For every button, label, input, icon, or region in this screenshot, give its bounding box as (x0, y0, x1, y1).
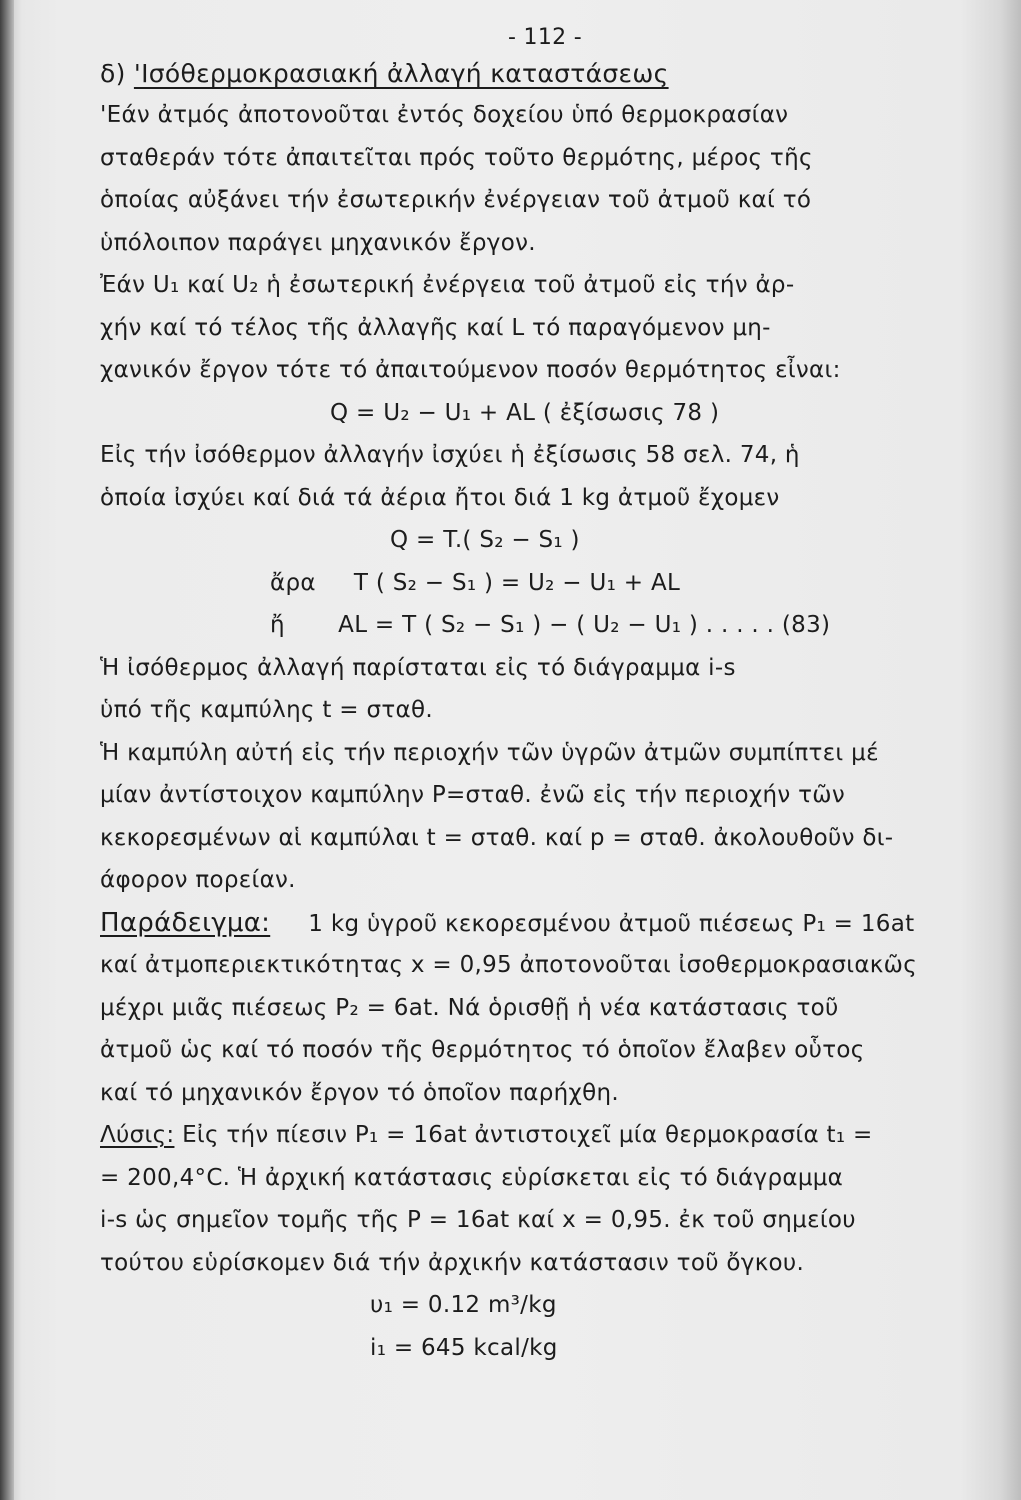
text-line: καί ἀτμοπεριεκτικότητας x = 0,95 ἀποτονοῦται ἰσοθερμοκρασιακῶς (100, 952, 918, 978)
book-binding-edge (0, 0, 14, 1500)
equation-body: T ( S₂ − S₁ ) = U₂ − U₁ + AL (353, 569, 681, 596)
result-enthalpy: i₁ = 645 kcal/kg (370, 1334, 558, 1361)
equation-83 (100, 604, 990, 647)
text-line: κεκορεσμένων αἱ καμπύλαι t = σταθ. καί p = σταθ. ἀκολουθοῦν δι- (100, 824, 894, 851)
text-line: τούτου εὑρίσκομεν διά τήν ἀρχικήν κατάστασιν τοῦ ὄγκου. (100, 1249, 805, 1276)
text-line: χανικόν ἔργον τότε τό ἀπαιτούμενον ποσόν θερμότητος εἶναι: (100, 357, 841, 383)
text-line: Ἐάν U₁ καί U₂ ἡ ἐσωτερική ἐνέργεια τοῦ ἀτμοῦ εἰς τήν ἀρ- (100, 272, 795, 298)
equation-prefix: ἄρα (270, 569, 316, 596)
text-line: ὁποία ἰσχύει καί διά τά ἀέρια ἤτοι διά 1 kg ἀτμοῦ ἔχομεν (100, 484, 780, 511)
text-line: ὑπό τῆς καμπύλης t = σταθ. (100, 697, 433, 723)
equation-prefix: ἤ (270, 612, 285, 638)
text-line: ὑπόλοιπον παράγει μηχανικόν ἔργον. (100, 229, 536, 256)
text-line: = 200,4°C. Ἡ ἀρχική κατάστασις εὑρίσκεται εἰς τό διάγραμμα (100, 1164, 844, 1191)
text-line: μέχρι μιᾶς πιέσεως P₂ = 6at. Νά ὁρισθῇ ἡ νέα κατάστασις τοῦ (100, 994, 839, 1021)
section-heading (100, 54, 990, 94)
text-line: άφορον πορείαν. (100, 867, 296, 893)
solution-text: Εἰς τήν πίεσιν P₁ = 16at ἀντιστοιχεῖ μία θερμοκρασία t₁ = (182, 1122, 873, 1148)
text-line: χήν καί τό τέλος τῆς ἀλλαγῆς καί L τό παραγόμενον μη- (100, 314, 771, 341)
example-first-line (100, 902, 990, 945)
text-line: Ἡ ἰσόθερμος ἀλλαγή παρίσταται εἰς τό διάγραμμα i-s (100, 654, 736, 681)
handwritten-content (100, 22, 990, 1369)
section-title: 'Ισόθερμοκρασιακή ἀλλαγή καταστάσεως (133, 59, 669, 88)
page-number: - 112 - (508, 25, 582, 50)
equation-ara (100, 562, 990, 605)
text-line: καί τό μηχανικόν ἔργον τό ὁποῖον παρήχθη. (100, 1079, 619, 1106)
section-marker: δ) (100, 59, 126, 88)
equation-body: AL = T ( S₂ − S₁ ) − ( U₂ − U₁ ) . . . . . (83) (338, 612, 831, 638)
text-line: Εἰς τήν ἰσόθερμον ἀλλαγήν ἰσχύει ἡ ἐξίσωσις 58 σελ. 74, ἡ (100, 442, 800, 468)
result-volume: υ₁ = 0.12 m³/kg (370, 1292, 557, 1318)
equation-78: Q = U₂ − U₁ + AL ( ἐξίσωσις 78 ) (330, 399, 720, 426)
example-label: Παράδειγμα: (100, 907, 271, 938)
text-line: μίαν ἀντίστοιχον καμπύλην P=σταθ. ἐνῶ εἰς τήν περιοχήν τῶν (100, 782, 846, 808)
text-line: 'Εάν ἀτμός ἀποτονοῦται ἐντός δοχείου ὑπό θερμοκρασίαν (100, 102, 789, 128)
solution-first-line (100, 1114, 990, 1157)
text-line: Ἡ καμπύλη αὐτή εἰς τήν περιοχήν τῶν ὑγρῶν ἀτμῶν συμπίπτει μέ (100, 739, 879, 766)
text-line: ἀτμοῦ ὡς καί τό ποσόν τῆς θερμότητος τό ὁποῖον ἔλαβεν οὗτος (100, 1037, 865, 1063)
equation-q: Q = T.( S₂ − S₁ ) (390, 527, 580, 553)
example-text: 1 kg ὑγροῦ κεκορεσμένου ἀτμοῦ πιέσεως P₁ = 16at (308, 910, 915, 937)
solution-label: Λύσις: (100, 1122, 175, 1148)
text-line: ὁποίας αὐξάνει τήν ἐσωτερικήν ἐνέργειαν τοῦ ἀτμοῦ καί τό (100, 187, 812, 213)
text-line: σταθεράν τότε ἀπαιτεῖται πρός τοῦτο θερμότης, μέρος τῆς (100, 144, 813, 171)
text-line: i-s ὡς σημεῖον τομῆς τῆς P = 16at καί x = 0,95. ἐκ τοῦ σημείου (100, 1207, 856, 1233)
